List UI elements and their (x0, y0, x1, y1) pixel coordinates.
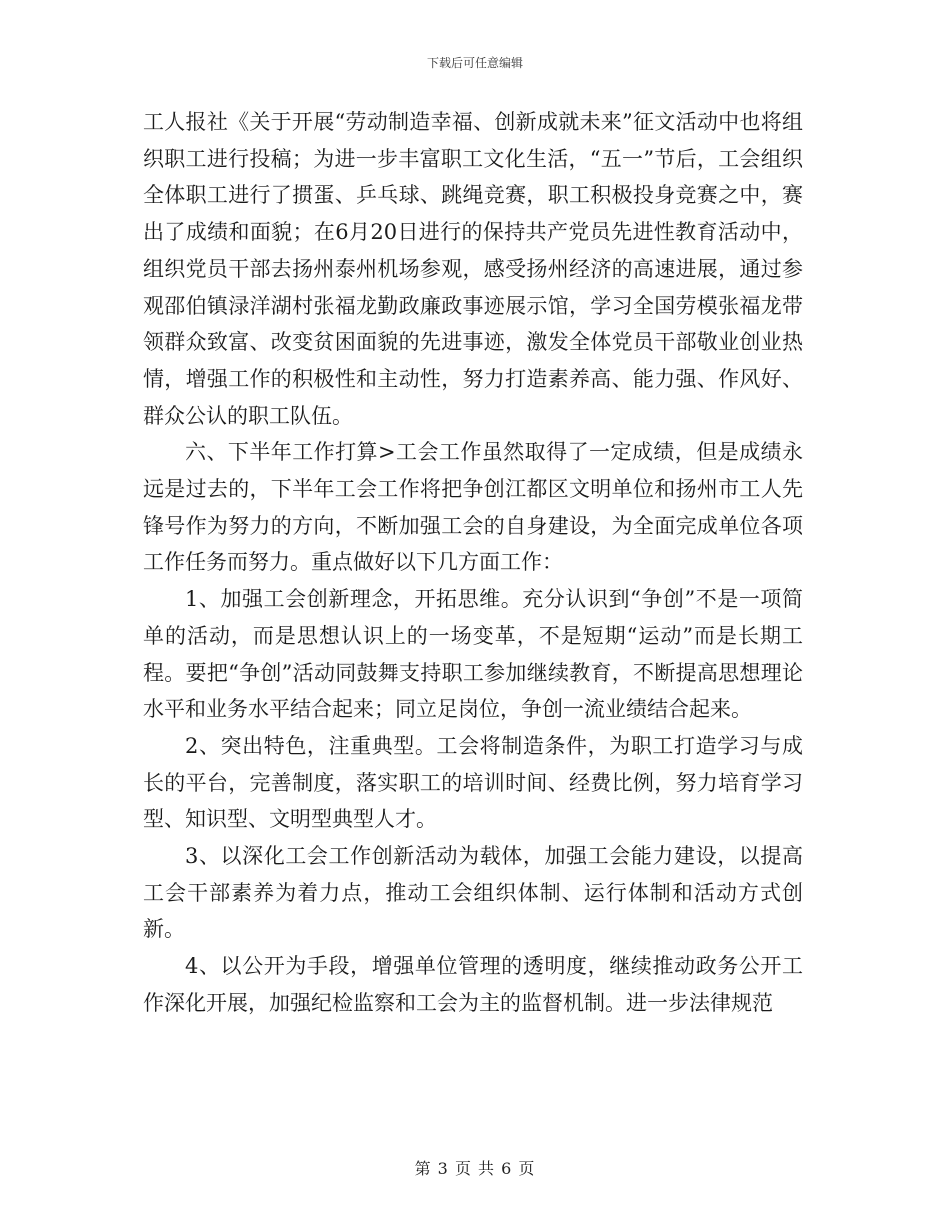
paragraph-item-2: 2、突出特色，注重典型。工会将制造条件，为职工打造学习与成长的平台，完善制度，落实职工的培训时间、经费比例，努力培育学习型、知识型、文明型典型人才。 (143, 733, 803, 832)
paragraph-continuation: 工人报社《关于开展“劳动制造幸福、创新成就未来”征文活动中也将组织职工进行投稿；为进一步丰富职工文化生活，“五一”节后，工会组织全体职工进行了掼蛋、乒乓球、跳绳竞赛，职工积极投身竞赛之中，赛出了成绩和面貌；在6月20日进行的保持共产党员先进性教育活动中，组织党员干部去扬州泰州机场参观，感受扬州经济的高速进展，通过参观邵伯镇渌洋湖村张福龙勤政廉政事迹展示馆，学习全国劳模张福龙带领群众致富、改变贫困面貌的先进事迹，激发全体党员干部敬业创业热情，增强工作的积极性和主动性，努力打造素养高、能力强、作风好、群众公认的职工队伍。 (143, 110, 803, 428)
page-number-footer: 第 3 页 共 6 页 (414, 1159, 536, 1178)
document-body (143, 104, 803, 1022)
paragraph-item-3: 3、以深化工会工作创新活动为载体，加强工会能力建设，以提高工会干部素养为着力点，推动工会组织体制、运行体制和活动方式创新。 (143, 844, 803, 942)
paragraph-section-six: 六、下半年工作打算>工会工作虽然取得了一定成绩，但是成绩永远是过去的，下半年工会工作将把争创江都区文明单位和扬州市工人先锋号作为努力的方向，不断加强工会的自身建设，为全面完成单位各项工作任务而努力。重点做好以下几方面工作： (143, 440, 803, 575)
page-header: 下载后可任意编辑 (426, 56, 523, 70)
paragraph-item-1: 1、加强工会创新理念，开拓思维。充分认识到“争创”不是一项简单的活动，而是思想认识上的一场变革，不是短期“运动”而是长期工程。要把“争创”活动同鼓舞支持职工参加继续教育，不断提高思想理论水平和业务水平结合起来；同立足岗位，争创一流业绩结合起来。 (143, 587, 803, 722)
paragraph-item-4: 4、以公开为手段，增强单位管理的透明度，继续推动政务公开工作深化开展，加强纪检监察和工会为主的监督机制。进一步法律规范 (143, 954, 803, 1015)
